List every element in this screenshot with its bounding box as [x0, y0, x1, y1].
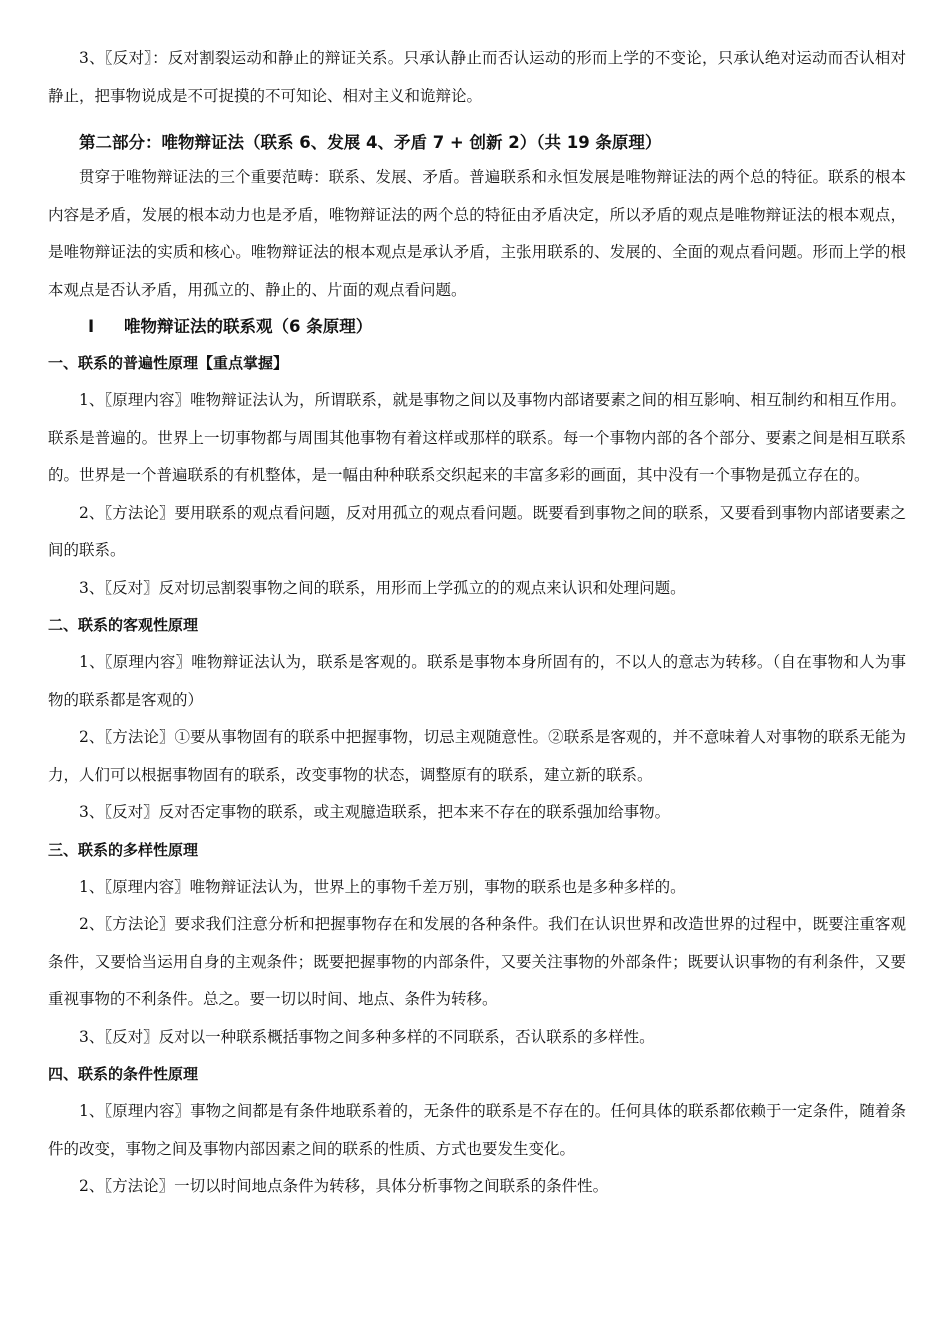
principle-item: 3、〖反对〗反对否定事物的联系，或主观臆造联系，把本来不存在的联系强加给事物。 [79, 803, 671, 821]
principle-item: 1、〖原理内容〗唯物辩证法认为，所谓联系，就是事物之间以及事物内部诸要素之间的相互影响、相互制约和相互作用。联系是普遍的。世界上一切事物都与周围其他事物有着这样或那样的联系。每一个事物内部的各个部分、要素之间是相互联系的。世界是一个普遍联系的有机整体，是一幅由种种联系交织起来的丰富多彩的画面，其中没有一个事物是孤立存在的。 [48, 391, 906, 484]
section-numeral: Ⅰ [88, 317, 95, 336]
document-page [48, 40, 906, 1206]
section-title: 唯物辩证法的联系观（6 条原理） [124, 317, 373, 336]
principle-item: 2、〖方法论〗要用联系的观点看问题，反对用孤立的观点看问题。既要看到事物之间的联系，又要看到事物内部诸要素之间的联系。 [48, 503, 906, 559]
section-heading-1 [48, 309, 906, 345]
principle-heading: 一、联系的普遍性原理【重点掌握】 [48, 354, 289, 372]
principle-item: 3、〖反对〗反对以一种联系概括事物之间多种多样的不同联系，否认联系的多样性。 [79, 1027, 655, 1046]
part-intro: 贯穿于唯物辩证法的三个重要范畴：联系、发展、矛盾。普遍联系和永恒发展是唯物辩证法的两个总的特征。联系的根本内容是矛盾，发展的根本动力也是矛盾，唯物辩证法的两个总的特征由矛盾决定，所以矛盾的观点是唯物辩证法的根本观点，是唯物辩证法的实质和核心。唯物辩证法的根本观点是承认矛盾，主张用联系的、发展的、全面的观点看问题。形而上学的根本观点是否认矛盾，用孤立的、静止的、片面的观点看问题。 [48, 168, 906, 299]
principle-item: 1、〖原理内容〗唯物辩证法认为，世界上的事物千差万别，事物的联系也是多种多样的。 [79, 877, 686, 896]
oppose-paragraph: 3、〖反对〗：反对割裂运动和静止的辩证关系。只承认静止而否认运动的形而上学的不变论，只承认绝对运动而否认相对静止，把事物说成是不可捉摸的不可知论、相对主义和诡辩论。 [48, 49, 906, 105]
principle-item: 2、〖方法论〗①要从事物固有的联系中把握事物，切忌主观随意性。②联系是客观的，并不意味着人对事物的联系无能为力，人们可以根据事物固有的联系，改变事物的状态，调整原有的联系，建立新的联系。 [48, 728, 906, 784]
principle-item: 1、〖原理内容〗事物之间都是有条件地联系着的，无条件的联系是不存在的。任何具体的联系都依赖于一定条件，随着条件的改变，事物之间及事物内部因素之间的联系的性质、方式也要发生变化。 [48, 1102, 906, 1158]
principle-heading: 四、联系的条件性原理 [48, 1065, 199, 1083]
principle-item: 2、〖方法论〗要求我们注意分析和把握事物存在和发展的各种条件。我们在认识世界和改造世界的过程中，既要注重客观条件，又要恰当运用自身的主观条件；既要把握事物的内部条件，又要关注事物的外部条件；既要认识事物的有利条件，又要重视事物的不利条件。总之。要一切以时间、地点、条件为转移。 [48, 915, 906, 1008]
principle-heading: 二、联系的客观性原理 [48, 616, 199, 634]
principle-item: 1、〖原理内容〗唯物辩证法认为，联系是客观的。联系是事物本身所固有的，不以人的意志为转移。（自在事物和人为事物的联系都是客观的） [48, 653, 906, 709]
part-heading: 第二部分：唯物辩证法（联系 6、发展 4、矛盾 7 + 创新 2）（共 19 条原理） [79, 133, 662, 152]
principle-heading: 三、联系的多样性原理 [48, 840, 199, 859]
principle-item: 2、〖方法论〗一切以时间地点条件为转移，具体分析事物之间联系的条件性。 [79, 1177, 609, 1195]
principle-item: 3、〖反对〗反对切忌割裂事物之间的联系，用形而上学孤立的的观点来认识和处理问题。 [79, 578, 686, 597]
